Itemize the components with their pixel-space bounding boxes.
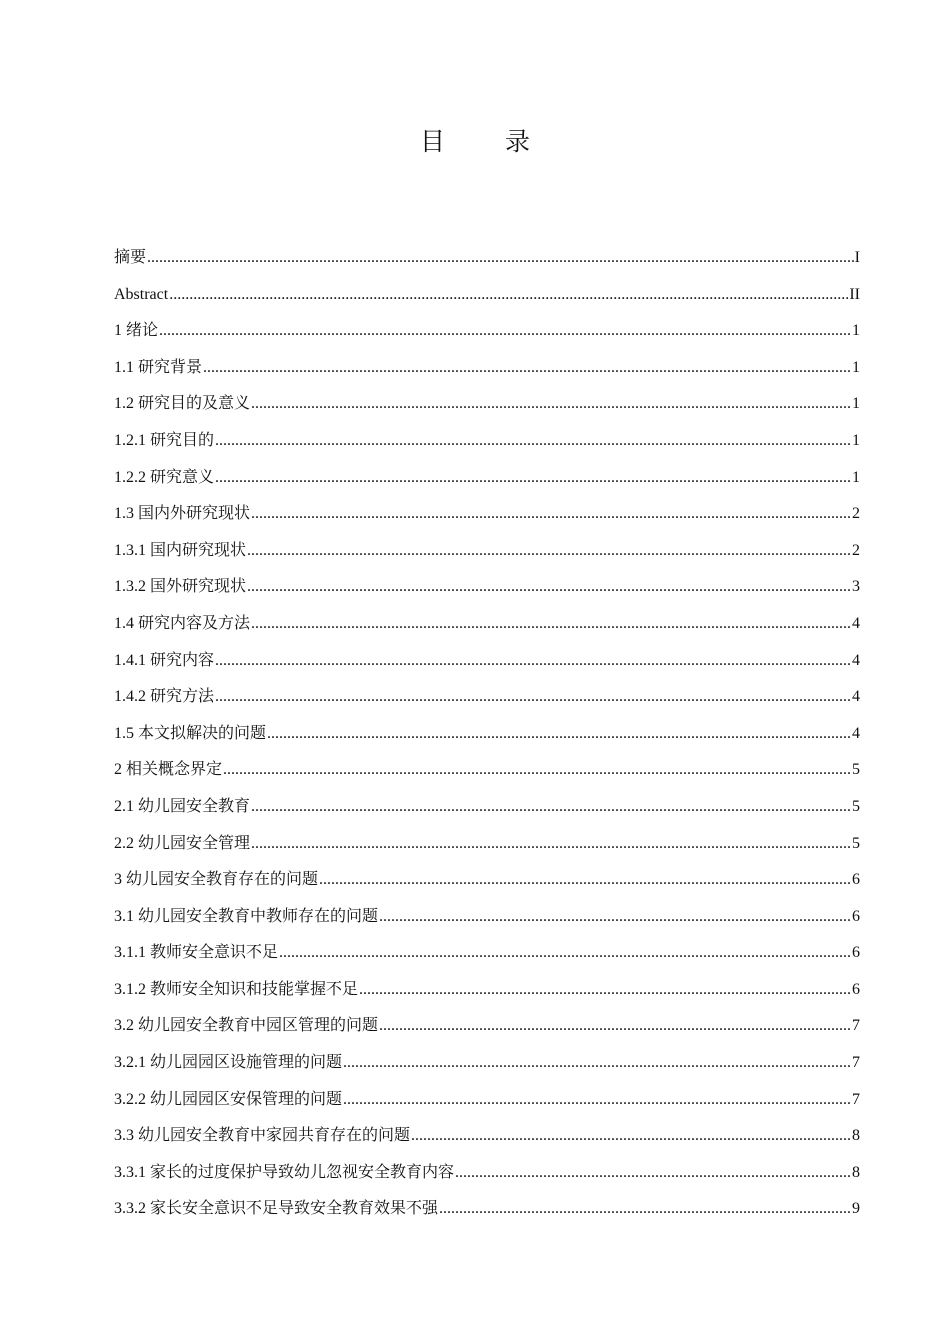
toc-entry-label: 3.2.2 幼儿园园区安保管理的问题 xyxy=(114,1090,343,1108)
toc-leader xyxy=(319,862,851,899)
toc-entry[interactable] xyxy=(114,643,860,680)
toc-entry-page: 8 xyxy=(852,1163,860,1181)
toc-entry[interactable] xyxy=(114,789,860,826)
toc-leader xyxy=(343,1045,851,1082)
toc-leader xyxy=(267,716,851,753)
toc-entry-page: 8 xyxy=(852,1127,860,1145)
toc-entry[interactable] xyxy=(114,277,860,314)
toc-leader xyxy=(343,1082,851,1119)
toc-entry-label: 1.4 研究内容及方法 xyxy=(114,614,251,632)
toc-entry[interactable] xyxy=(114,679,860,716)
toc-entry-page: 7 xyxy=(852,1017,860,1035)
toc-entry-page: 1 xyxy=(852,468,860,486)
toc-entry-label: Abstract xyxy=(114,285,169,303)
toc-entry[interactable] xyxy=(114,899,860,936)
toc-entry-label: 1.3.2 国外研究现状 xyxy=(114,578,247,596)
toc-entry-page: 1 xyxy=(852,395,860,413)
toc-entry[interactable] xyxy=(114,752,860,789)
toc-entry-page: 7 xyxy=(852,1054,860,1072)
toc-entry[interactable] xyxy=(114,240,860,277)
toc-entry-label: 2.1 幼儿园安全教育 xyxy=(114,797,251,815)
toc-entry[interactable] xyxy=(114,826,860,863)
toc-entry-page: 2 xyxy=(852,505,860,523)
toc-leader xyxy=(379,1008,851,1045)
toc-leader xyxy=(159,313,851,350)
page-title: 目 录 xyxy=(420,127,556,156)
toc-entry[interactable] xyxy=(114,1155,860,1192)
toc-leader xyxy=(251,606,851,643)
toc-entry-label: 1.1 研究背景 xyxy=(114,358,203,376)
toc-entry[interactable] xyxy=(114,313,860,350)
toc-entry-page: 5 xyxy=(852,797,860,815)
toc-leader xyxy=(379,899,851,936)
toc-entry-label: 3.1.1 教师安全意识不足 xyxy=(114,944,279,962)
toc-entry-label: 2.2 幼儿园安全管理 xyxy=(114,834,251,852)
toc-entry[interactable] xyxy=(114,569,860,606)
toc-leader xyxy=(169,277,848,314)
toc-entry[interactable] xyxy=(114,460,860,497)
toc-leader xyxy=(251,386,851,423)
toc-leader xyxy=(247,533,851,570)
toc-leader xyxy=(215,460,851,497)
toc-entry-page: 1 xyxy=(852,431,860,449)
toc-entry-label: 1.2 研究目的及意义 xyxy=(114,395,251,413)
toc-leader xyxy=(251,496,851,533)
table-of-contents xyxy=(114,240,860,1228)
toc-entry[interactable] xyxy=(114,350,860,387)
toc-entry-page: 6 xyxy=(852,871,860,889)
toc-entry-label: 3.2.1 幼儿园园区设施管理的问题 xyxy=(114,1054,343,1072)
toc-entry-page: 9 xyxy=(852,1200,860,1218)
toc-entry-label: 摘要 xyxy=(114,249,147,266)
toc-entry-label: 3.3.1 家长的过度保护导致幼儿忽视安全教育内容 xyxy=(114,1163,455,1181)
toc-leader xyxy=(411,1118,851,1155)
toc-entry-label: 3.3.2 家长安全意识不足导致安全教育效果不强 xyxy=(114,1200,439,1218)
toc-entry-label: 1.3 国内外研究现状 xyxy=(114,505,251,523)
toc-entry-page: 6 xyxy=(852,944,860,962)
toc-entry-page: 5 xyxy=(852,761,860,779)
toc-entry-page: 4 xyxy=(852,724,860,742)
toc-entry-label: 3.3 幼儿园安全教育中家园共育存在的问题 xyxy=(114,1127,411,1145)
toc-leader xyxy=(279,935,851,972)
toc-entry-label: 1.3.1 国内研究现状 xyxy=(114,541,247,559)
toc-leader xyxy=(439,1191,851,1228)
toc-entry[interactable] xyxy=(114,972,860,1009)
toc-leader xyxy=(247,569,851,606)
toc-entry[interactable] xyxy=(114,862,860,899)
toc-entry-page: 5 xyxy=(852,834,860,852)
toc-entry-page: II xyxy=(849,285,860,303)
toc-entry[interactable] xyxy=(114,606,860,643)
toc-entry-label: 1.5 本文拟解决的问题 xyxy=(114,724,267,742)
toc-entry-label: 3.1 幼儿园安全教育中教师存在的问题 xyxy=(114,907,379,925)
toc-entry-page: 1 xyxy=(852,358,860,376)
toc-entry-page: 3 xyxy=(852,578,860,596)
toc-entry[interactable] xyxy=(114,1118,860,1155)
toc-entry-label: 2 相关概念界定 xyxy=(114,761,223,779)
toc-leader xyxy=(215,643,851,680)
toc-entry-label: 1.2.2 研究意义 xyxy=(114,468,215,486)
toc-entry[interactable] xyxy=(114,496,860,533)
toc-leader xyxy=(147,240,854,277)
toc-leader xyxy=(359,972,851,1009)
toc-entry-label: 3.2 幼儿园安全教育中园区管理的问题 xyxy=(114,1017,379,1035)
toc-entry-label: 1.4.1 研究内容 xyxy=(114,651,215,669)
toc-entry[interactable] xyxy=(114,1191,860,1228)
toc-entry-page: 4 xyxy=(852,614,860,632)
toc-entry-label: 1.2.1 研究目的 xyxy=(114,431,215,449)
toc-entry[interactable] xyxy=(114,386,860,423)
toc-entry[interactable] xyxy=(114,533,860,570)
toc-entry-page: 2 xyxy=(852,541,860,559)
toc-entry-page: 6 xyxy=(852,980,860,998)
toc-leader xyxy=(223,752,851,789)
toc-entry[interactable] xyxy=(114,1008,860,1045)
toc-leader xyxy=(455,1155,851,1192)
toc-entry-label: 3 幼儿园安全教育存在的问题 xyxy=(114,871,319,889)
toc-entry[interactable] xyxy=(114,423,860,460)
toc-leader xyxy=(215,423,851,460)
toc-entry-page: 1 xyxy=(852,322,860,340)
toc-entry-page: 7 xyxy=(852,1090,860,1108)
toc-leader xyxy=(251,789,851,826)
toc-entry[interactable] xyxy=(114,1045,860,1082)
toc-entry[interactable] xyxy=(114,935,860,972)
toc-entry[interactable] xyxy=(114,1082,860,1119)
toc-leader xyxy=(215,679,851,716)
toc-leader xyxy=(203,350,851,387)
toc-entry-page: 4 xyxy=(852,651,860,669)
toc-leader xyxy=(251,826,851,863)
toc-entry-label: 1.4.2 研究方法 xyxy=(114,688,215,706)
toc-entry-page: 4 xyxy=(852,688,860,706)
toc-entry-page: 6 xyxy=(852,907,860,925)
toc-entry-label: 3.1.2 教师安全知识和技能掌握不足 xyxy=(114,980,359,998)
toc-entry-label: 1 绪论 xyxy=(114,322,159,340)
toc-entry-page: I xyxy=(854,249,860,266)
toc-entry[interactable] xyxy=(114,716,860,753)
